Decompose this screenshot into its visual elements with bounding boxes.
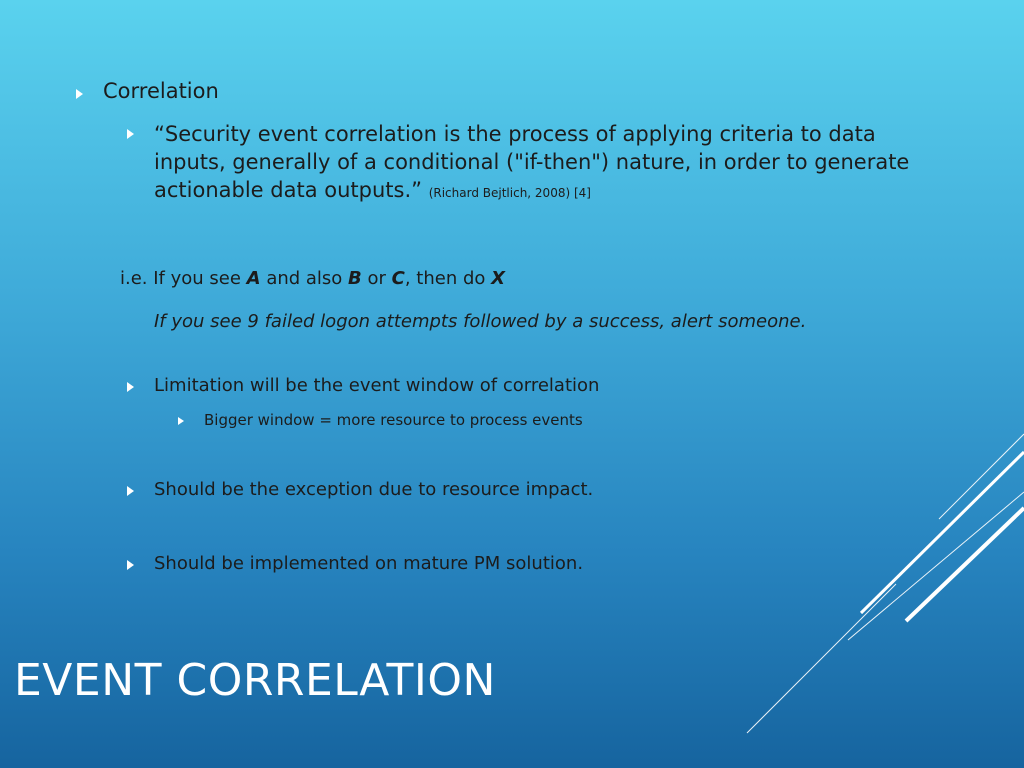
bullet-arrow-icon (127, 382, 134, 392)
quote-block (154, 120, 909, 207)
slide-title: EVENT CORRELATION (14, 655, 496, 706)
deco-line-5 (747, 584, 896, 733)
ie-mid-3: , then do (404, 268, 492, 289)
ie-var-a: A (246, 268, 261, 289)
quote-line-3-text: actionable data outputs.” (154, 178, 423, 202)
ie-var-x: X (491, 268, 506, 289)
bullet-arrow-icon (127, 129, 134, 139)
ie-var-c: C (391, 268, 405, 289)
example-line: If you see 9 failed logon attempts followed by a success, alert someone. (154, 311, 807, 332)
quote-line-2: inputs, generally of a conditional ("if-then") nature, in order to generate (154, 150, 910, 174)
ie-prefix: i.e. If you see (120, 268, 247, 289)
bullet-exception: Should be the exception due to resource impact. (154, 479, 594, 500)
bullet-mature: Should be implemented on mature PM solution. (154, 553, 584, 574)
bullet-arrow-icon (127, 486, 134, 496)
bullet-arrow-icon (76, 89, 83, 99)
quote-line-3 (154, 176, 909, 207)
ie-mid-1: and also (260, 268, 349, 289)
ie-line (120, 268, 505, 289)
deco-line-1 (939, 434, 1024, 519)
deco-line-3 (906, 508, 1024, 621)
quote-line-1: “Security event correlation is the process of applying criteria to data (154, 122, 876, 146)
sub-bullet-window: Bigger window = more resource to process events (204, 411, 583, 429)
bullet-limitation: Limitation will be the event window of correlation (154, 375, 600, 396)
deco-line-4 (848, 492, 1024, 640)
ie-var-b: B (348, 268, 362, 289)
quote-citation: (Richard Bejtlich, 2008) [4] (428, 186, 591, 200)
deco-line-2 (861, 452, 1024, 613)
bullet-arrow-icon (127, 560, 134, 570)
bullet-correlation: Correlation (103, 79, 219, 103)
ie-mid-2: or (361, 268, 392, 289)
bullet-arrow-icon (178, 417, 184, 425)
